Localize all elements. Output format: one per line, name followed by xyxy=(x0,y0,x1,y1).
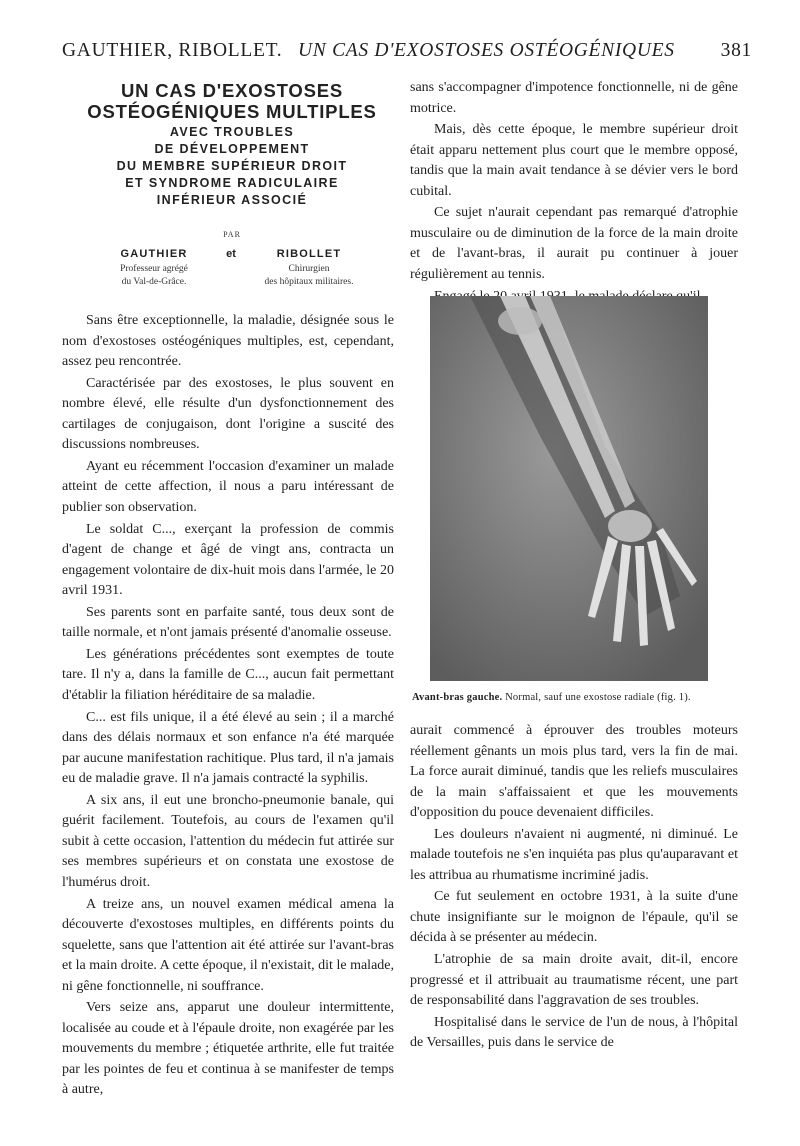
author-name: RIBOLLET xyxy=(276,248,342,260)
paragraph: L'atrophie de sa main droite avait, dit-il, encore progressé et il attribuait au traumatisme récent, une part de responsabilité dans l'aggravation de ses troubles. xyxy=(410,952,738,1009)
right-column-top xyxy=(410,78,738,308)
article-subtitle-line: INFÉRIEUR ASSOCIÉ xyxy=(156,193,308,207)
xray-figure xyxy=(430,296,708,681)
author-conjunction: et xyxy=(226,248,236,260)
paragraph: Caractérisée par des exostoses, le plus souvent en nombre élevé, elle résulte d'un dysfonctionnement des cartilages de conjugaison, dont l'origine a suscité des discussions nombreuses. xyxy=(62,375,394,453)
by-line-par: PAR xyxy=(223,230,241,239)
running-head xyxy=(62,40,752,70)
page-number: 381 xyxy=(720,40,752,61)
paragraph: Ce fut seulement en octobre 1931, à la suite d'une chute insignifiante sur le moignon de l'épaule, qu'il se décida à se présenter au médecin. xyxy=(410,889,738,946)
paragraph: A six ans, il eut une broncho-pneumonie banale, qui guérit facilement. Toutefois, au cours de l'examen qu'il subit à cette occasion, l'attention du médecin fut attirée sur ses membres supérieurs et on constata une exostose de l'humérus droit. xyxy=(62,792,394,890)
author-role: du Val-de-Grâce. xyxy=(121,277,187,287)
paragraph: A treize ans, un nouvel examen médical amena la découverte d'exostoses multiples, en différents points du squelette, sans que l'attention ait été attirée sur l'avant-bras et la main droite. A cette époque, il n'existait, dit le malade, ni gêne fonctionnelle, ni souffrance. xyxy=(62,896,394,994)
author-role: Professeur agrégé xyxy=(120,264,188,274)
author-ribollet xyxy=(250,248,368,289)
paragraph: C... est fils unique, il a été élevé au sein ; il a marché dans des délais normaux et son enfance n'a été marquée par aucune manifestation rachitique. Plus tard, il n'a jamais eu de maladie grave. Il n'a jamais contracté la syphilis. xyxy=(62,709,394,787)
paragraph: Mais, dès cette époque, le membre supérieur droit était apparu nettement plus court que le membre opposé, tandis que la main avait tendance à se dévier vers le bord cubital. xyxy=(410,122,738,199)
right-column-bottom xyxy=(410,721,738,1055)
author-name: GAUTHIER xyxy=(120,248,188,260)
running-head-title: UN CAS D'EXOSTOSES OSTÉOGÉNIQUES xyxy=(298,40,675,61)
paragraph: Ce sujet n'aurait cependant pas remarqué d'atrophie musculaire ou de diminution de la force de la main droite et de l'avant-bras, il aurait pu continuer à jouer régulièrement au tennis. xyxy=(410,205,738,282)
article-subtitle-line: AVEC TROUBLES xyxy=(169,125,295,139)
article-subtitle-line: DE DÉVELOPPEMENT xyxy=(154,142,310,156)
paragraph: Ses parents sont en parfaite santé, tous deux sont de taille normale, et n'ont jamais présenté d'anomalie osseuse. xyxy=(62,604,394,641)
author-gauthier xyxy=(96,248,212,289)
paragraph: Vers seize ans, apparut une douleur intermittente, localisée au coude et à l'épaule droite, non exagérée par les mouvements du membre ; étiquetée arthrite, elle fut traitée par les pointes de feu et continua à se manifester de temps à autre, xyxy=(62,1000,394,1098)
author-role: des hôpitaux militaires. xyxy=(264,277,354,287)
paragraph-continuation: aurait commencé à éprouver des troubles moteurs réellement gênants un mois plus tard, vers la fin de mai. La force aurait diminué, tandis que les reliefs musculaires de la main s'affaissaient et que les mouvements d'opposition du pouce devenaient difficiles. xyxy=(410,723,738,820)
paragraph: Les douleurs n'avaient ni augmenté, ni diminué. Le malade toutefois ne s'en inquiéta pas plus qu'auparavant et les attribua au rhumatisme incriminé jadis. xyxy=(410,826,738,883)
paragraph-continuation: sans s'accompagner d'impotence fonctionnelle, ni de gêne motrice. xyxy=(410,80,738,116)
article-title-line: OSTÉOGÉNIQUES MULTIPLES xyxy=(87,101,377,122)
article-title-line: UN CAS D'EXOSTOSES xyxy=(120,80,343,101)
left-column xyxy=(62,311,394,1102)
running-head-authors: GAUTHIER, RIBOLLET. xyxy=(62,40,283,61)
article-subtitle-line: DU MEMBRE SUPÉRIEUR DROIT xyxy=(116,159,348,173)
article-subtitle-line: ET SYNDROME RADICULAIRE xyxy=(125,176,339,190)
paragraph: Hospitalisé dans le service de l'un de nous, à l'hôpital de Versailles, puis dans le service de xyxy=(410,1014,738,1051)
forearm-xray-image xyxy=(430,296,708,681)
caption-bold: Avant-bras gauche. xyxy=(412,692,503,703)
paragraph: Les générations précédentes sont exemptes de toute tare. Il n'y a, dans la famille de C..., aucun fait permettant d'établir la filiation héréditaire de sa maladie. xyxy=(62,646,394,703)
caption-text: Normal, sauf une exostose radiale (fig. 1). xyxy=(502,692,691,703)
paragraph: Ayant eu récemment l'occasion d'examiner un malade atteint de cette affection, il nous a paru intéressant de publier son observation. xyxy=(62,458,394,515)
figure-caption xyxy=(412,692,742,703)
paragraph: Sans être exceptionnelle, la maladie, désignée sous le nom d'exostoses ostéogéniques multiples, est, cependant, assez peu rencontrée. xyxy=(62,313,394,369)
paragraph: Le soldat C..., exerçant la profession de commis d'agent de change et âgé de vingt ans, contracta un engagement volontaire de dix-huit mois dans l'armée, le 20 avril 1931. xyxy=(62,521,394,599)
article-title-block xyxy=(72,80,392,209)
author-role: Chirurgien xyxy=(288,264,330,274)
